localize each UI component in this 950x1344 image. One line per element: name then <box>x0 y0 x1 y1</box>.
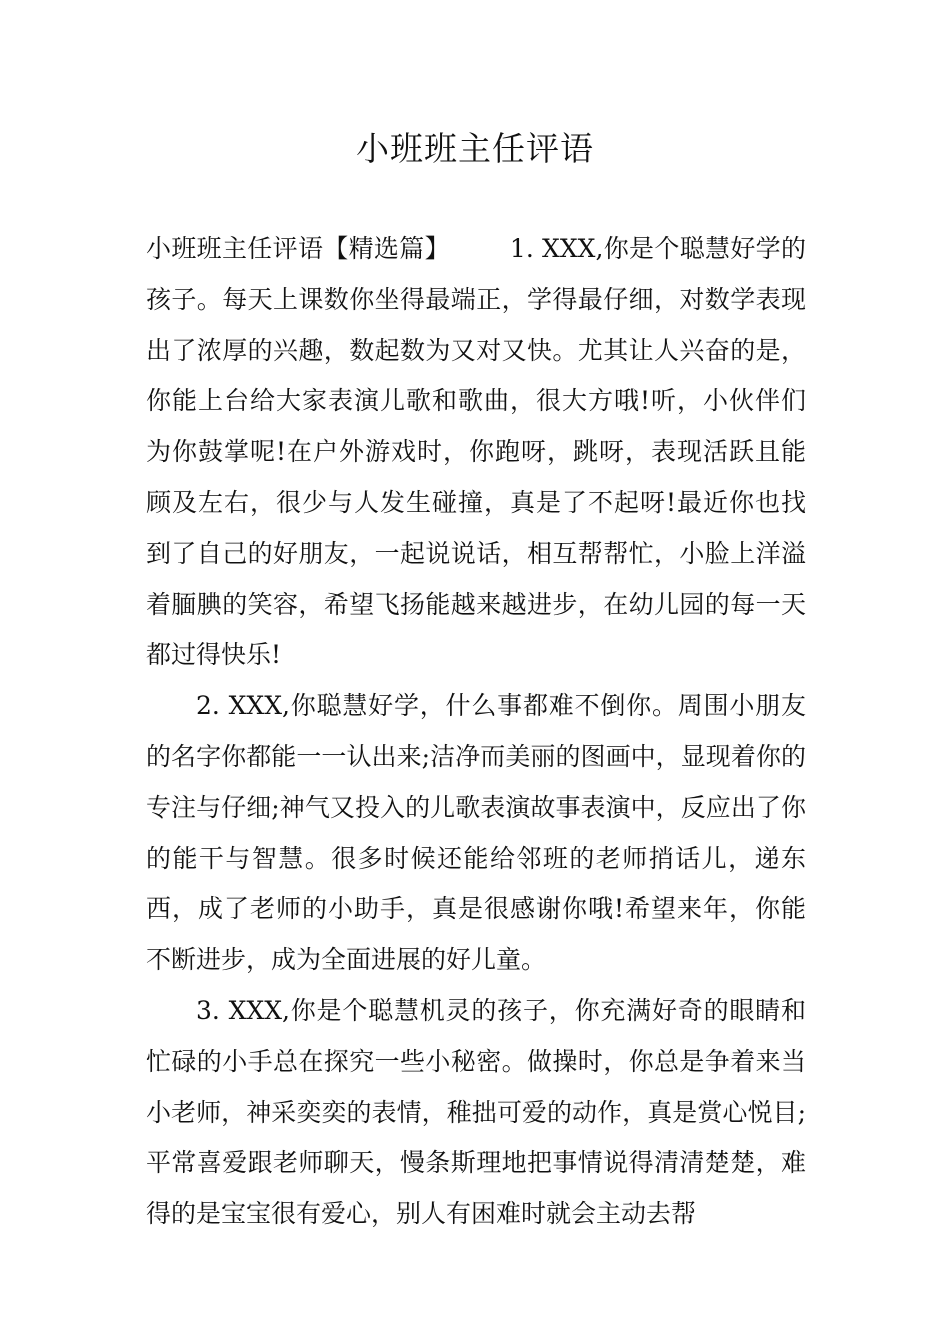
paragraph-3: 3. XXX,你是个聪慧机灵的孩子，你充满好奇的眼睛和忙碌的小手总在探究一些小秘密。做操时，你总是争着来当小老师，神采奕奕的表情，稚拙可爱的动作，真是赏心悦目;平常喜爱跟老师聊天，慢条斯理地把事情说得清清楚楚，难得的是宝宝很有爱心，别人有困难时就会主动去帮 <box>146 995 806 1229</box>
paragraph-2: 2. XXX,你聪慧好学，什么事都难不倒你。周围小朋友的名字你都能一一认出来;洁净而美丽的图画中，显现着你的专注与仔细;神气又投入的儿歌表演故事表演中，反应出了你的能干与智慧。很多时候还能给邻班的老师捎话儿，递东西，成了老师的小助手，真是很感谢你哦!希望来年，你能不断进步，成为全面进展的好儿童。 <box>146 691 806 975</box>
paragraph-1 <box>146 224 806 681</box>
paragraph-1-lead: 小班班主任评语【精选篇】 <box>146 234 450 263</box>
paragraph-1-text: 1. XXX,你是个聪慧好学的孩子。每天上课数你坐得最端正，学得最仔细，对数学表现出了浓厚的兴趣，数起数为又对又快。尤其让人兴奋的是，你能上台给大家表演儿歌和歌曲，很大方哦!听，小伙伴们为你鼓掌呢!在户外游戏时，你跑呀，跳呀，表现活跃且能顾及左右，很少与人发生碰撞，真是了不起呀!最近你也找到了自己的好朋友，一起说说话，相互帮帮忙，小脸上洋溢着腼腆的笑容，希望飞扬能越来越进步，在幼儿园的每一天都过得快乐! <box>146 234 806 670</box>
document-body <box>146 224 806 1240</box>
page-title: 小班班主任评语 <box>356 129 594 168</box>
